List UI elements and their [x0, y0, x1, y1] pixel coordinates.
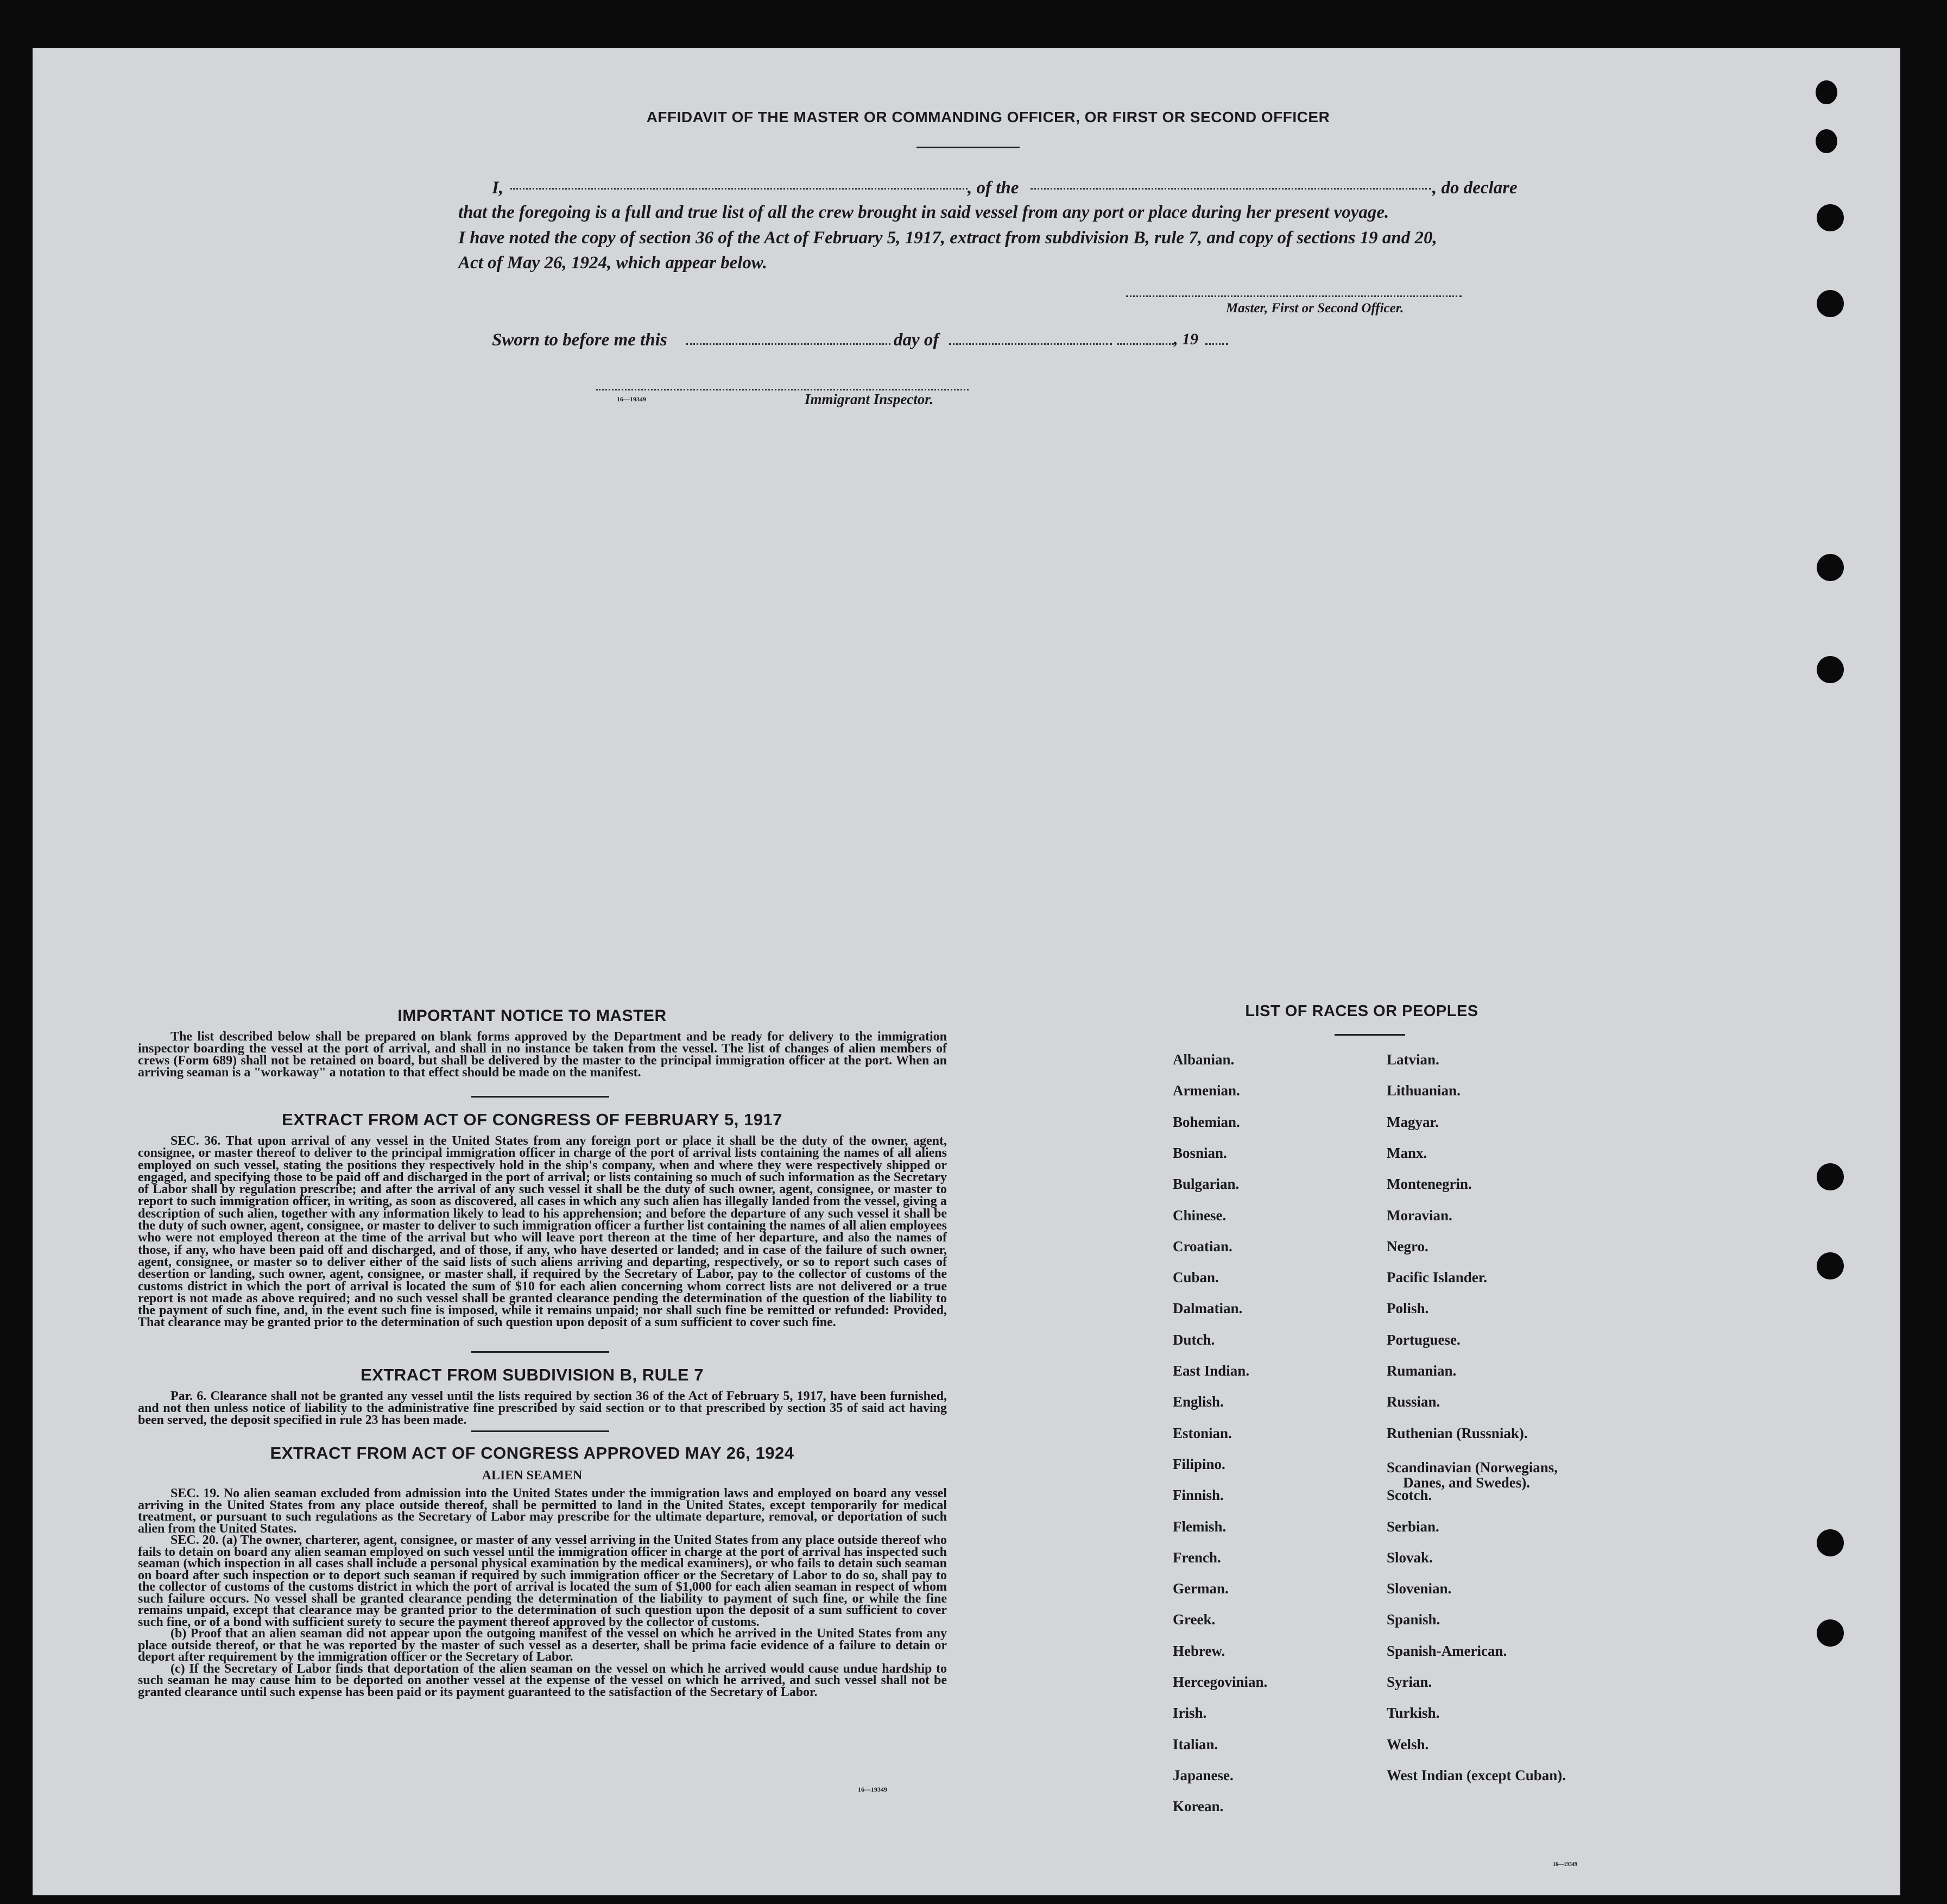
vessel-name-blank [1031, 188, 1431, 190]
race-item: Manx. [1387, 1144, 1427, 1161]
punch-hole [1817, 656, 1844, 683]
affidavit-line2: that the foregoing is a full and true list of all the crew brought in said vessel from any port or place during her present voyage. [458, 203, 1389, 222]
sworn-day-blank [686, 343, 890, 345]
race-item: Turkish. [1387, 1705, 1440, 1722]
declarant-name-blank [510, 188, 968, 190]
race-item: Dutch. [1173, 1331, 1215, 1348]
race-item: Irish. [1173, 1705, 1207, 1722]
affidavit-line1 [492, 178, 503, 198]
inspector-signature-line [596, 389, 969, 390]
document-page [33, 48, 1900, 1895]
race-item: Welsh. [1387, 1736, 1429, 1752]
divider [916, 147, 1020, 148]
affidavit-title: AFFIDAVIT OF THE MASTER OR COMMANDING OFFICER, OR FIRST OR SECOND OFFICER [646, 109, 1330, 125]
race-item: Serbian. [1387, 1518, 1439, 1535]
master-signature-label: Master, First or Second Officer. [1226, 301, 1404, 316]
race-item: Cuban. [1173, 1269, 1219, 1286]
race-item: Pacific Islander. [1387, 1269, 1487, 1286]
races-form-number: 16—19349 [1553, 1862, 1577, 1868]
day-of-label: day of [894, 330, 939, 350]
punch-hole [1817, 204, 1844, 231]
race-item: Spanish-American. [1387, 1642, 1507, 1659]
notice-body: The list described below shall be prepared on blank forms approved by the Department and be ready for delivery to the immigration inspector boarding the vessel at the port of arrival, and shall in no instance be taken from the vessel. The list of changes of alien members of crews (Form 689) shall not be retained on board, but shall be delivered by the master to the principal immigration officer at the port. When an arriving seaman is a "workaway" a notation to that effect should be made on the manifest. [138, 1030, 947, 1080]
race-item: Korean. [1173, 1798, 1224, 1815]
extract-1917-body: SEC. 36. That upon arrival of any vessel in the United States from any foreign port or place it shall be the duty of the owner, agent, consignee, or master thereof to deliver to the principal immigration officer in charge of the port of arrival lists containing the names of all aliens employed on such vessel, stating the positions they respectively hold in the ship's company, when and where they were respectively shipped or engaged, and specifying those to be paid off and discharged in the port of arrival; or lists containing so much of such information as the Secretary of Labor shall by regulation prescribe; and after the arrival of any such vessel it shall be the duty of such owner, agent, consignee, or master to report to such immigration officer, in writing, as soon as discovered, all cases in which any such alien has illegally landed from the vessel, giving a description of such alien, together with any information likely to lead to his apprehension; and before the departure of any such vessel it shall be the duty of such owner, agent, consignee, or master to deliver to such immigration officer a further list containing the names of all alien employees who were not employed thereon at the time of the arrival but who will leave port thereon at the time of her departure, and also the names of those, if any, who have been paid off and discharged, and of those, if any, who have deserted or landed; and in case of the failure of such owner, agent, consignee, or master so to deliver either of the said lists of such aliens arriving and departing, respectively, or so to report such cases of desertion or landing, such owner, agent, consignee, or master shall, if required by the Secretary of Labor, pay to the collector of customs of the customs district in which the port of arrival is located the sum of $10 for each alien concerning whom correct lists are not delivered or a true report is not made as above required; and no such vessel shall be granted clearance pending the determination of the question of the liability to the payment of such fine, and, in the event such fine is imposed, while it remains unpaid; nor shall such fine be remitted or refunded: Provided, That clearance may be granted prior to the determination of such question upon deposit of a sum sufficient to cover such fine. [138, 1134, 947, 1330]
race-item: Montenegrin. [1387, 1176, 1472, 1193]
race-item: Danes, and Swedes). [1403, 1474, 1531, 1491]
punch-hole [1817, 554, 1844, 581]
race-item: German. [1173, 1580, 1229, 1597]
race-item: Bosnian. [1173, 1144, 1227, 1161]
race-item: Greek. [1173, 1611, 1216, 1628]
race-item: Armenian. [1173, 1082, 1240, 1099]
affidavit-form-number: 16—19349 [617, 395, 646, 403]
race-item: Flemish. [1173, 1518, 1227, 1535]
extract-1924-subtitle: ALIEN SEAMEN [482, 1468, 583, 1483]
year-blank [1205, 343, 1228, 345]
section-20b: (b) Proof that an alien seaman did not appear upon the outgoing manifest of the vessel on which he arrived in the United States from any place outside thereof, or that he was reported by the master of such vessel as a deserter, shall be prima facie evidence of a failure to detain or deport after requirement by the immigration officer or the Secretary of Labor. [138, 1626, 947, 1664]
affidavit-line3: I have noted the copy of section 36 of the Act of February 5, 1917, extract from subdivision B, rule 7, and copy of sections 19 and 20, [458, 228, 1437, 248]
punch-hole [1816, 129, 1837, 153]
race-item: West Indian (except Cuban). [1387, 1767, 1566, 1783]
race-item: East Indian. [1173, 1363, 1250, 1379]
divider [1335, 1034, 1405, 1036]
race-item: Hebrew. [1173, 1642, 1225, 1659]
race-item: Filipino. [1173, 1455, 1225, 1472]
subdivision-b-body: Par. 6. Clearance shall not be granted any vessel until the lists required by section 36 of the Act of February 5, 1917, have been furnished, and not then unless notice of liability to the administrative fine prescribed by said section or to that prescribed by section 35 of said act having been served, the deposit specified in rule 23 has been made. [138, 1389, 947, 1427]
race-item: Japanese. [1173, 1767, 1234, 1783]
race-item: Slovak. [1387, 1549, 1433, 1566]
punch-hole [1817, 290, 1844, 317]
race-item: English. [1173, 1394, 1224, 1410]
declarant-prefix: I, [492, 178, 504, 198]
divider [471, 1351, 609, 1353]
section-20a: SEC. 20. (a) The owner, charterer, agent, consignee, or master of any vessel arriving in the United States from any place outside thereof who fails to detain on board any alien seaman employed on such vessel until the immigration officer in charge at the port of arrival has inspected such seaman (which inspection in all cases shall include a personal physical examination by the medical examiners), or who fails to detain such seaman on board after such inspection or to deport such seaman if required by such immigration officer or the Secretary of Labor to do so, shall pay to the collector of customs of the customs district in which the port of arrival is located the sum of $1,000 for each alien seaman in respect of whom such failure occurs. No vessel shall be granted clearance pending the determination of the liability to payment of such fine, or while the fine remains unpaid, except that clearance may be granted prior to the determination of such question upon the deposit of a sum sufficient to cover such fine, or of a bond with sufficient surety to secure the payment thereof approved by the collector of customs. [138, 1533, 947, 1629]
race-item: Croatian. [1173, 1238, 1232, 1254]
race-item: Finnish. [1173, 1487, 1224, 1504]
sworn-label: Sworn to before me this [492, 330, 667, 350]
extract-1924-title: EXTRACT FROM ACT OF CONGRESS APPROVED MAY 26, 1924 [270, 1443, 794, 1462]
extract-1924-body [138, 1488, 947, 1698]
race-item: Estonian. [1173, 1424, 1232, 1441]
year-label: , 19 [1174, 330, 1198, 348]
race-item: Bohemian. [1173, 1113, 1240, 1130]
race-item: Polish. [1387, 1300, 1429, 1317]
race-item: Negro. [1387, 1238, 1428, 1254]
divider [471, 1096, 609, 1098]
sworn-month-blank [949, 343, 1112, 345]
race-item: Chinese. [1173, 1207, 1227, 1224]
race-item: Spanish. [1387, 1611, 1440, 1628]
sworn-month-blank-2 [1117, 343, 1174, 345]
race-item: Magyar. [1387, 1113, 1439, 1130]
race-item: Ruthenian (Russniak). [1387, 1424, 1528, 1441]
race-item: French. [1173, 1549, 1221, 1566]
races-title: LIST OF RACES OR PEOPLES [1245, 1003, 1478, 1020]
race-item: Syrian. [1387, 1674, 1432, 1690]
race-item: Albanian. [1173, 1051, 1235, 1068]
race-item: Scandinavian (Norwegians, [1387, 1459, 1558, 1476]
punch-hole [1816, 80, 1837, 104]
of-the-label: , of the [968, 178, 1019, 198]
race-item: Slovenian. [1387, 1580, 1452, 1597]
punch-hole [1817, 1163, 1844, 1190]
race-item: Italian. [1173, 1736, 1218, 1752]
race-item: Hercegovinian. [1173, 1674, 1268, 1690]
punch-hole [1817, 1252, 1844, 1279]
race-item: Bulgarian. [1173, 1176, 1240, 1193]
race-item: Rumanian. [1387, 1363, 1457, 1379]
section-20c: (c) If the Secretary of Labor finds that deportation of the alien seaman on the vessel on which he arrived would cause undue hardship to such seaman he may cause him to be deported on another vessel at the expense of the vessel on which he arrived, and such vessel shall not be granted clearance until such expense has been paid or its payment guaranteed to the satisfaction of the Secretary of Labor. [138, 1661, 947, 1699]
subdivision-b-title: EXTRACT FROM SUBDIVISION B, RULE 7 [361, 1365, 704, 1384]
race-item: Latvian. [1387, 1051, 1439, 1068]
master-signature-line [1126, 295, 1462, 297]
inspector-label: Immigrant Inspector. [805, 391, 934, 407]
race-item: Portuguese. [1387, 1331, 1461, 1348]
extract-form-number: 16—19349 [858, 1786, 887, 1793]
extract-1917-title: EXTRACT FROM ACT OF CONGRESS OF FEBRUARY 5, 1917 [282, 1110, 782, 1129]
race-item: Russian. [1387, 1394, 1440, 1410]
affidavit-line4: Act of May 26, 1924, which appear below. [458, 253, 767, 273]
race-item: Moravian. [1387, 1207, 1452, 1224]
race-item: Lithuanian. [1387, 1082, 1461, 1099]
section-19: SEC. 19. No alien seaman excluded from admission into the United States under the immigration laws and employed on board any vessel arriving in the United States from any place outside thereof, shall be permitted to land in the United States, except temporarily for medical treatment, or pursuant to such regulations as the Secretary of Labor may prescribe for the ultimate departure, removal, or deportation of such alien from the United States. [138, 1486, 947, 1536]
do-declare-label: , do declare [1432, 178, 1518, 198]
punch-hole [1817, 1529, 1844, 1556]
race-item: Scotch. [1387, 1487, 1432, 1504]
race-item: Dalmatian. [1173, 1300, 1243, 1317]
punch-hole [1817, 1619, 1844, 1647]
notice-title: IMPORTANT NOTICE TO MASTER [397, 1007, 667, 1025]
divider [471, 1430, 609, 1432]
